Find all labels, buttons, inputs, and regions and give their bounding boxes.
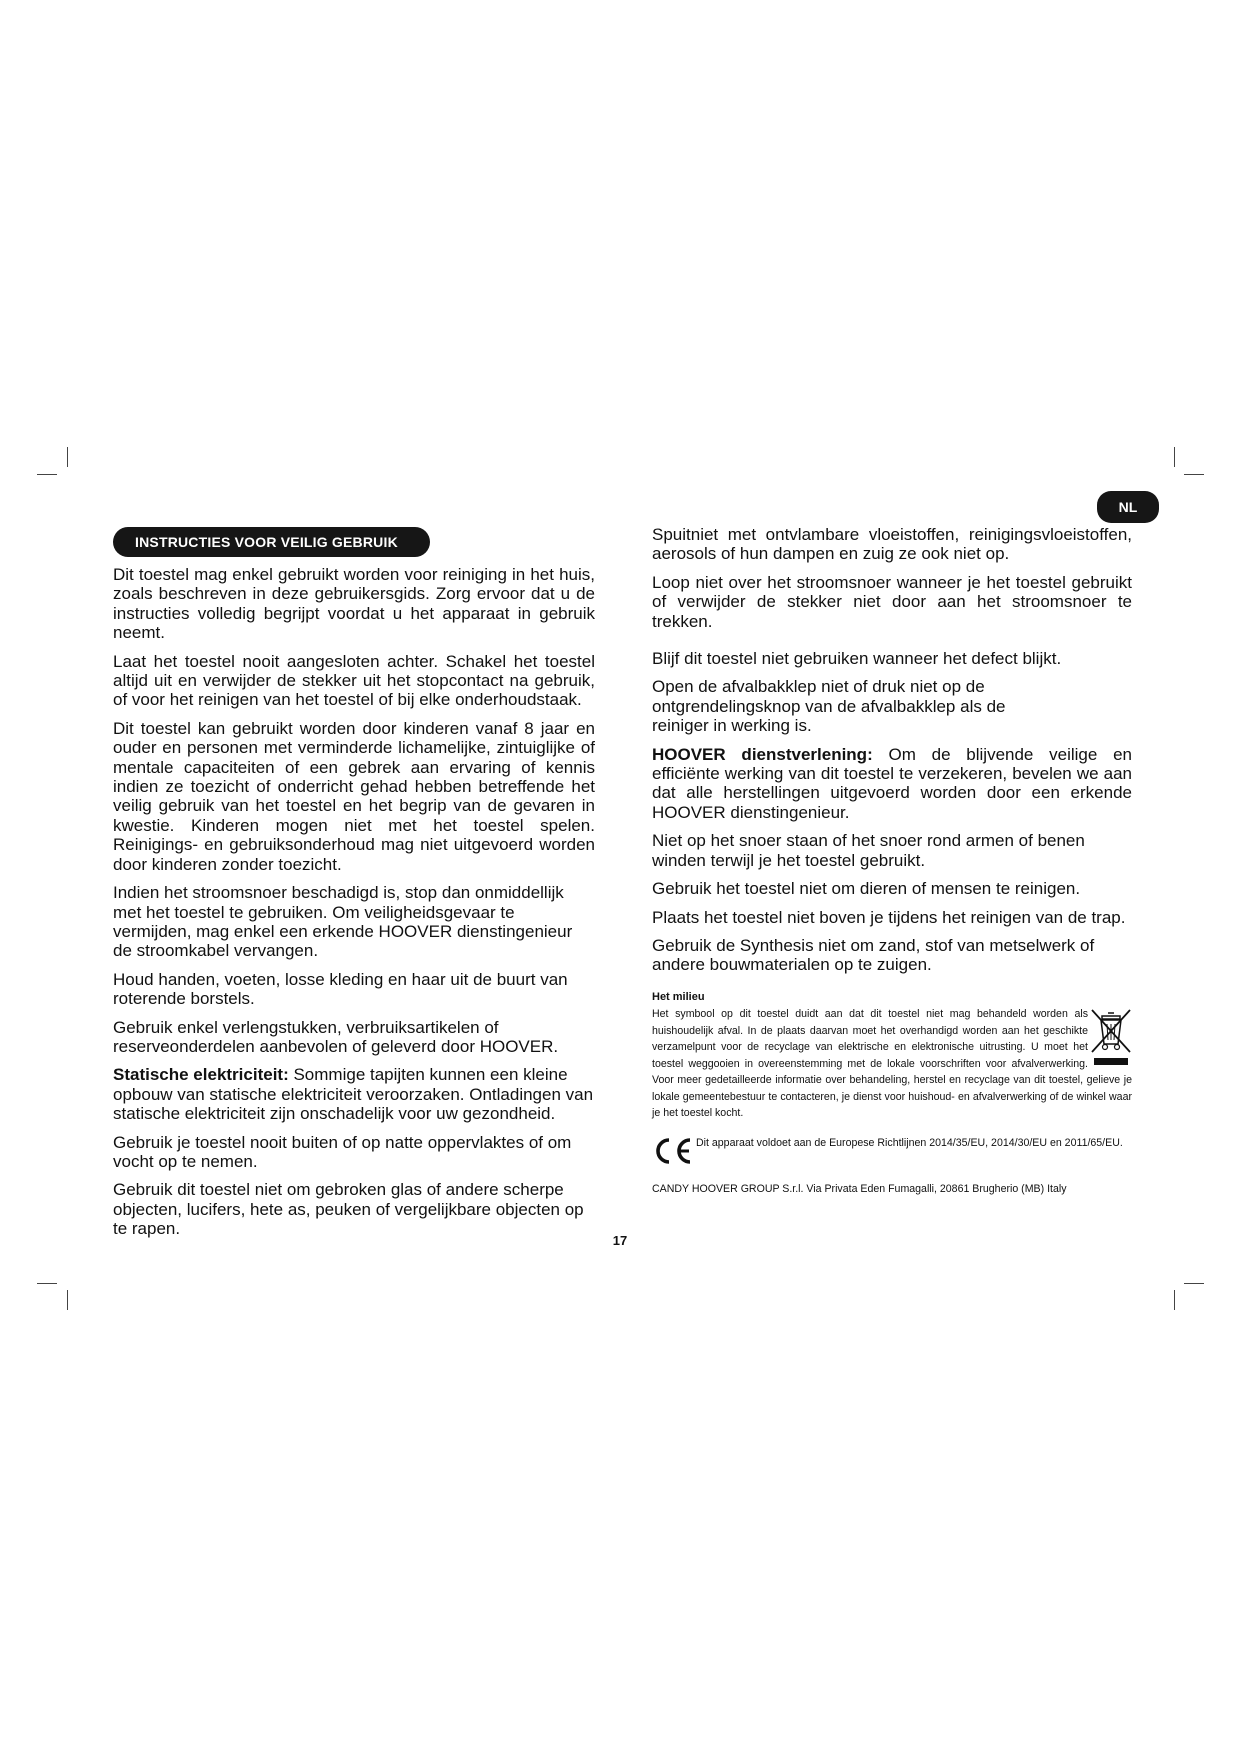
company-address: CANDY HOOVER GROUP S.r.l. Via Privata Eden Fumagalli, 20861 Brugherio (MB) Italy xyxy=(652,1182,1067,1195)
ce-text: Dit apparaat voldoet aan de Europese Richtlijnen 2014/35/EU, 2014/30/EU en 2011/65/EU. xyxy=(696,1136,1123,1149)
crop-mark xyxy=(67,1290,68,1310)
weee-bin-icon xyxy=(1090,1008,1132,1066)
page-number: 17 xyxy=(612,1233,628,1248)
left-column xyxy=(113,565,595,1248)
environment-section xyxy=(652,989,1132,1122)
paragraph-children: Dit toestel kan gebruikt worden door kinderen vanaf 8 jaar en ouder en personen met verminderde lichamelijke, zintuiglijke of mentale capaciteiten of een gebrek aan ervaring of kennis indien ze toezicht of onderricht gehad hebben betreffende het veilig gebruik van het toestel en het begrip van de gevaren in kwestie. Kinderen mogen niet met het toestel spelen. Reinigings- en gebruiksonderhoud mag niet uitgevoerd worden door kinderen zonder toezicht. xyxy=(113,718,595,874)
hoover-service-lead: HOOVER dienstverlening: xyxy=(652,744,873,764)
crop-mark xyxy=(1174,447,1175,467)
paragraph-intended-use: Dit toestel mag enkel gebruikt worden voor reiniging in het huis, zoals beschreven in deze gebruikersgids. Zorg ervoor dat u de instructies volledig begrijpt voordat u het apparaat in gebruik neemt. xyxy=(113,565,595,643)
paragraph-dust-bin: Open de afvalbakklep niet of druk niet op de ontgrendelingsknop van de afvalbakklep als de reiniger in werking is. xyxy=(652,677,1006,736)
paragraph-defect: Blijf dit toestel niet gebruiken wanneer het defect blijkt. xyxy=(652,649,1062,669)
paragraph-flammable: Spuitniet met ontvlambare vloeistoffen, reinigingsvloeistoffen, aerosols of hun dampen en zuig ze ook niet op. xyxy=(652,525,1132,564)
paragraph-power-cord: Indien het stroomsnoer beschadigd is, stop dan onmiddellijk met het toestel te gebruiken. Om veiligheidsgevaar te vermijden, mag enkel een erkende HOOVER dienstingenieur de stroomkabel vervangen. xyxy=(113,883,573,961)
paragraph-hoover-service xyxy=(652,745,1132,823)
environment-text: Het symbool op dit toestel duidt aan dat dit toestel niet mag behandeld worden als huishoudelijk afval. In de plaats daarvan moet het overhandigd worden aan het geschikte verzamelpunt voor de recyclage van elektrische en elektronische uitrusting. U moet het toestel weggooien in overeenstemming met de lokale voorschriften voor afvalverwerking. Voor meer gedetailleerde informatie over behandeling, herstel en recyclage van dit toestel, gelieve je lokale gemeentebestuur te contacteren, je dienst voor huishoud- en afvalverwerking of de winkel waar je het toestel kocht. xyxy=(652,1008,1132,1120)
ce-mark-icon xyxy=(652,1136,694,1166)
ce-declaration xyxy=(652,1136,1132,1166)
crop-mark xyxy=(37,1283,57,1284)
paragraph-stairs: Plaats het toestel niet boven je tijdens het reinigen van de trap. xyxy=(652,907,1126,927)
crop-mark xyxy=(1174,1290,1175,1310)
paragraph-static-electricity xyxy=(113,1065,595,1123)
environment-title: Het milieu xyxy=(652,990,705,1003)
environment-body xyxy=(652,1006,1132,1122)
right-column xyxy=(652,525,1132,1196)
section-title-badge: INSTRUCTIES VOOR VEILIG GEBRUIK xyxy=(113,527,430,557)
paragraph-cord-winding: Niet op het snoer staan of het snoer rond armen of benen winden terwijl je het toestel gebruikt. xyxy=(652,831,1085,870)
paragraph-unplug: Laat het toestel nooit aangesloten achter. Schakel het toestel altijd uit en verwijder de stekker uit het stopcontact na gebruik, of voor het reinigen van het toestel of bij elke onderhoudstaak. xyxy=(113,651,595,710)
crop-mark xyxy=(37,474,57,475)
crop-mark xyxy=(67,447,68,467)
paragraph-sharp-objects: Gebruik dit toestel niet om gebroken glas of andere scherpe objecten, lucifers, hete as, peuken of vergelijkbare objecten op te rapen. xyxy=(113,1180,584,1239)
paragraph-building-materials: Gebruik de Synthesis niet om zand, stof van metselwerk of andere bouwmaterialen op te zuigen. xyxy=(652,935,1095,975)
crop-mark xyxy=(1184,1283,1204,1284)
paragraph-outdoor: Gebruik je toestel nooit buiten of op natte oppervlaktes of om vocht op te nemen. xyxy=(113,1132,572,1171)
language-badge: NL xyxy=(1097,491,1159,523)
static-electricity-lead: Statische elektriciteit: xyxy=(113,1065,289,1085)
paragraph-cord-handling: Loop niet over het stroomsnoer wanneer je het toestel gebruikt of verwijder de stekker niet door aan het stroomsnoer te trekken. xyxy=(652,572,1132,631)
paragraph-animals: Gebruik het toestel niet om dieren of mensen te reinigen. xyxy=(652,879,1081,899)
crop-mark xyxy=(1184,474,1204,475)
static-electricity-text: Sommige tapijten kunnen een kleine opbouw van statische elektriciteit veroorzaken. Ontladingen van statische elektriciteit zijn onschadelijk voor uw gezondheid. xyxy=(113,1065,594,1124)
hoover-service-text: Om de blijvende veilige en efficiënte werking van dit toestel te verzekeren, bevelen we aan dat alle herstellingen uitgevoerd worden door een erkende HOOVER dienstingenieur. xyxy=(652,744,1132,822)
paragraph-accessories: Gebruik enkel verlengstukken, verbruiksartikelen of reserveonderdelen aanbevolen of geleverd door HOOVER. xyxy=(113,1017,559,1056)
paragraph-brushes: Houd handen, voeten, losse kleding en haar uit de buurt van roterende borstels. xyxy=(113,969,568,1009)
